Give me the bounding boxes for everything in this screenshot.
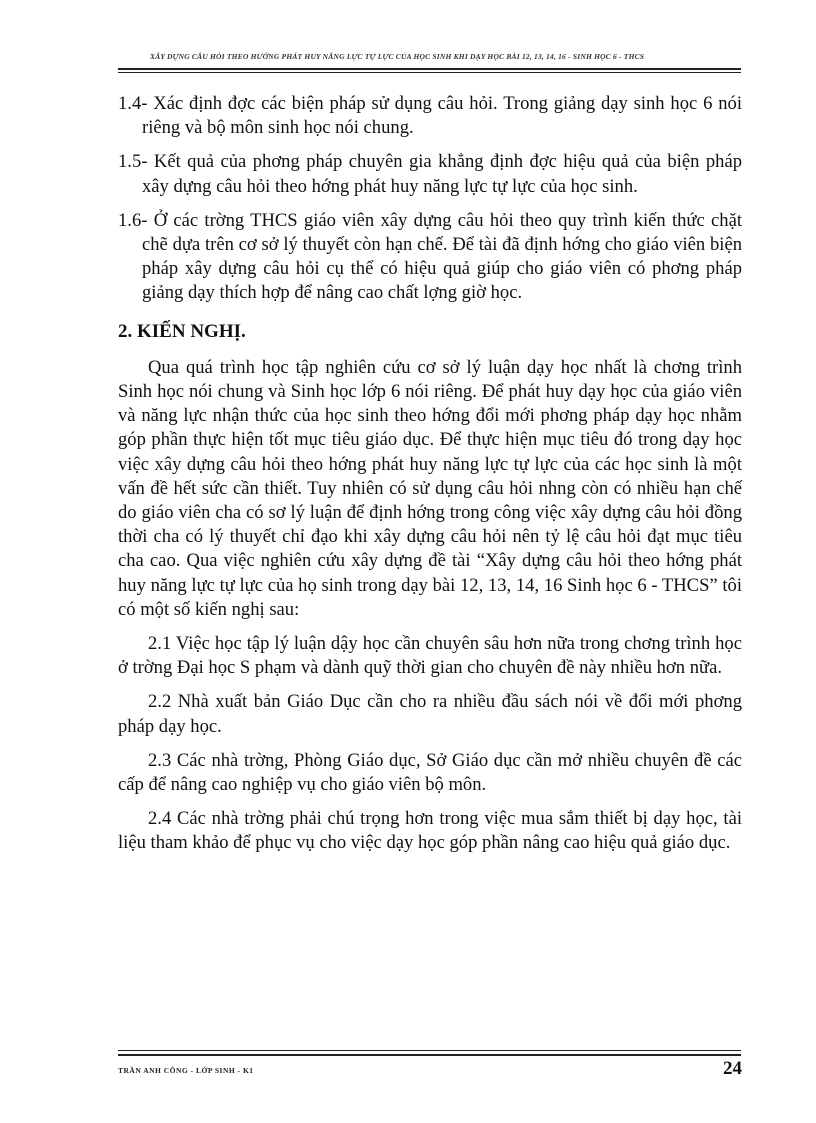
recommendation-2-1: 2.1 Việc học tập lý luận dậy học cần chuyên sâu hơn nữa trong chơng trình học ở trờng Đại học S phạm và dành quỹ thời gian cho chuyên đề này nhiều hơn nữa. <box>118 633 742 679</box>
footer-author: TRẦN ANH CÔNG - LỚP SINH - K1 <box>118 1066 254 1075</box>
running-header: XÂY DỰNG CÂU HỎI THEO HƯỚNG PHÁT HUY NĂNG LỰC TỰ LỰC CỦA HỌC SINH KHI DẠY HỌC BÀI 12, 13, 14, 16 - SINH HỌC 6 - THCS <box>150 52 645 61</box>
conclusion-item-1-5: 1.5- Kết quả của phơng pháp chuyên gia khẳng định đợc hiệu quả của biện pháp xây dựng câu hỏi theo hớng phát huy năng lực tự lực của học sinh. <box>118 151 742 197</box>
recommendation-2-4: 2.4 Các nhà trờng phải chú trọng hơn trong việc mua sắm thiết bị dạy học, tài liệu tham khảo để phục vụ cho việc dạy học góp phần nâng cao hiệu quả giáo dục. <box>118 808 742 854</box>
header-rule-thick <box>118 68 741 70</box>
header-rule-thin <box>118 72 741 73</box>
intro-paragraph: Qua quá trình học tập nghiên cứu cơ sở lý luận dạy học nhất là chơng trình Sinh học nói chung và Sinh học lớp 6 nói riêng. Để phát huy dạy học của giáo viên và năng lực nhận thức của học sinh theo hớng đổi mới phơng pháp dạy học nhằm góp phần thực hiện tốt mục tiêu giáo dục. Để thực hiện mục tiêu đó trong dạy học việc xây dựng câu hỏi theo hớng phát huy năng lực tự lực của các học sinh là một vấn đề hết sức cần thiết. Tuy nhiên có sử dụng câu hỏi nhng còn có nhiều hạn chế do giáo viên cha có sơ lý luận để định hớng trong công việc xây dựng câu hỏi đồng thời cha có lý thuyết chỉ đạo khi xây dựng câu hỏi nên tỷ lệ câu hỏi đạt mục tiêu cha cao. Qua việc nghiên cứu xây dựng đề tài “Xây dựng câu hỏi theo hớng phát huy năng lực tự lực của họ sinh trong dạy bài 12, 13, 14, 16 Sinh học 6 - THCS” tôi có một số kiến nghị sau: <box>118 356 742 620</box>
section-heading: 2. KIẾN NGHỊ. <box>118 320 246 342</box>
recommendation-2-2: 2.2 Nhà xuất bản Giáo Dục cần cho ra nhiều đầu sách nói về đổi mới phơng pháp dạy học. <box>118 691 742 737</box>
page-number: 24 <box>723 1058 742 1079</box>
page-content <box>118 92 742 866</box>
footer-rule-thick <box>118 1054 741 1056</box>
conclusion-item-1-6: 1.6- Ở các trờng THCS giáo viên xây dựng câu hỏi theo quy trình kiến thức chặt chẽ dựa trên cơ sở lý thuyết còn hạn chế. Để tài đã định hớng cho giáo viên biện pháp xây dựng câu hỏi cụ thể có hiệu quả giúp cho giáo viên có phơng pháp giảng dạy thích hợp để nâng cao chất lợng giờ học. <box>118 209 742 304</box>
recommendation-2-3: 2.3 Các nhà trờng, Phòng Giáo dục, Sở Giáo dục cần mở nhiều chuyên đề các cấp để nâng cao nghiệp vụ cho giáo viên bộ môn. <box>118 749 742 796</box>
conclusion-item-1-4: 1.4- Xác định đợc các biện pháp sử dụng câu hỏi. Trong giảng dạy sinh học 6 nói riêng và bộ môn sinh học nói chung. <box>118 93 742 139</box>
footer-rule-thin <box>118 1050 741 1051</box>
